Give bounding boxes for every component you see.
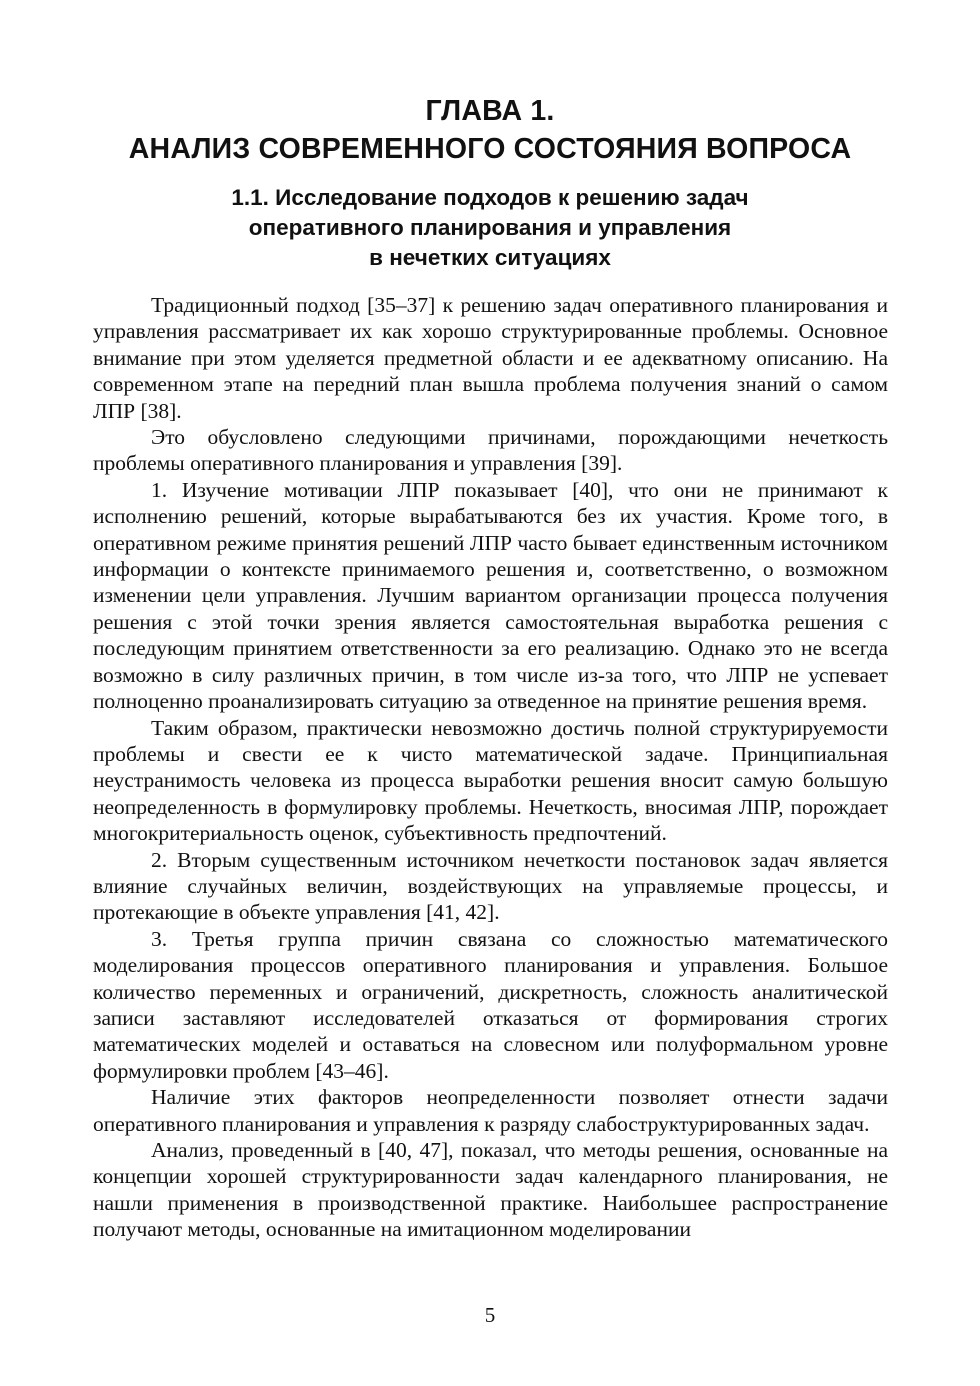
chapter-heading — [90, 92, 890, 168]
paragraph: Это обусловлено следующими причинами, порождающими нечеткость проблемы оперативного планирования и управления [39]. — [93, 425, 888, 476]
chapter-number: ГЛАВА 1. — [425, 95, 555, 127]
paragraph: Таким образом, практически невозможно достичь полной структурируемости проблемы и свести ее к чисто математической задаче. Принципиальная неустранимость человека из процесса выработки решения вносит самую большую неопределенность в формулировку проблемы. Нечеткость, вносимая ЛПР, порождает многокритериальность оценок, субъективность предпочтений. — [93, 715, 888, 846]
paragraph: 1. Изучение мотивации ЛПР показывает [40], что они не принимают к исполнению решений, которые вырабатываются без их участия. Кроме того, в оперативном режиме принятия решений ЛПР часто бывает единственным источником информации о контексте принимаемого решения и, соответственно, о возможном изменении цели управления. Лучшим вариантом организации процесса получения решения с этой точки зрения является самостоятельная выработка решения с последующим принятием ответственности за его реализацию. Однако это не всегда возможно в силу различных причин, в том числе из-за того, что ЛПР не успевает полноценно проанализировать ситуацию за отведенное на принятие решения время. — [93, 477, 888, 714]
body-text — [93, 292, 888, 1243]
section-heading-line: 1.1. Исследование подходов к решению задач — [231, 185, 749, 210]
paragraph: Наличие этих факторов неопределенности позволяет отнести задачи оперативного планирования и управления к разряду слабоструктурированных задач. — [93, 1085, 888, 1136]
page-number: 5 — [484, 1303, 496, 1327]
section-heading — [140, 183, 840, 273]
paragraph: Традиционный подход [35–37] к решению задач оперативного планирования и управления рассматривает их как хорошо структурированные проблемы. Основное внимание при этом уделяется предметной области и ее адекватному описанию. На современном этапе на передний план вышла проблема получения знаний о самом ЛПР [38]. — [93, 293, 888, 423]
section-heading-line: оперативного планирования и управления — [248, 215, 732, 240]
paragraph: 3. Третья группа причин связана со сложностью математического моделирования процессов оперативного планирования и управления. Большое количество переменных и ограничений, дискретность, сложность аналитической записи заставляют исследователей отказаться от формирования строгих математических моделей и оставаться на словесном или полуформальном уровне формулировки проблем [43–46]. — [93, 926, 888, 1083]
paragraph: Анализ, проведенный в [40, 47], показал, что методы решения, основанные на концепции хорошей структурированности задач календарного планирования, не нашли применения в производственной практике. Наибольшее распространение получают методы, основанные на имитационном моделировании — [93, 1138, 888, 1242]
section-heading-line: в нечетких ситуациях — [369, 245, 611, 270]
chapter-title: АНАЛИЗ СОВРЕМЕННОГО СОСТОЯНИЯ ВОПРОСА — [128, 133, 852, 165]
paragraph: 2. Вторым существенным источником нечеткости постановок задач является влияние случайных величин, воздействующих на управляемые процессы, и протекающие в объекте управления [41, 42]. — [93, 847, 888, 925]
